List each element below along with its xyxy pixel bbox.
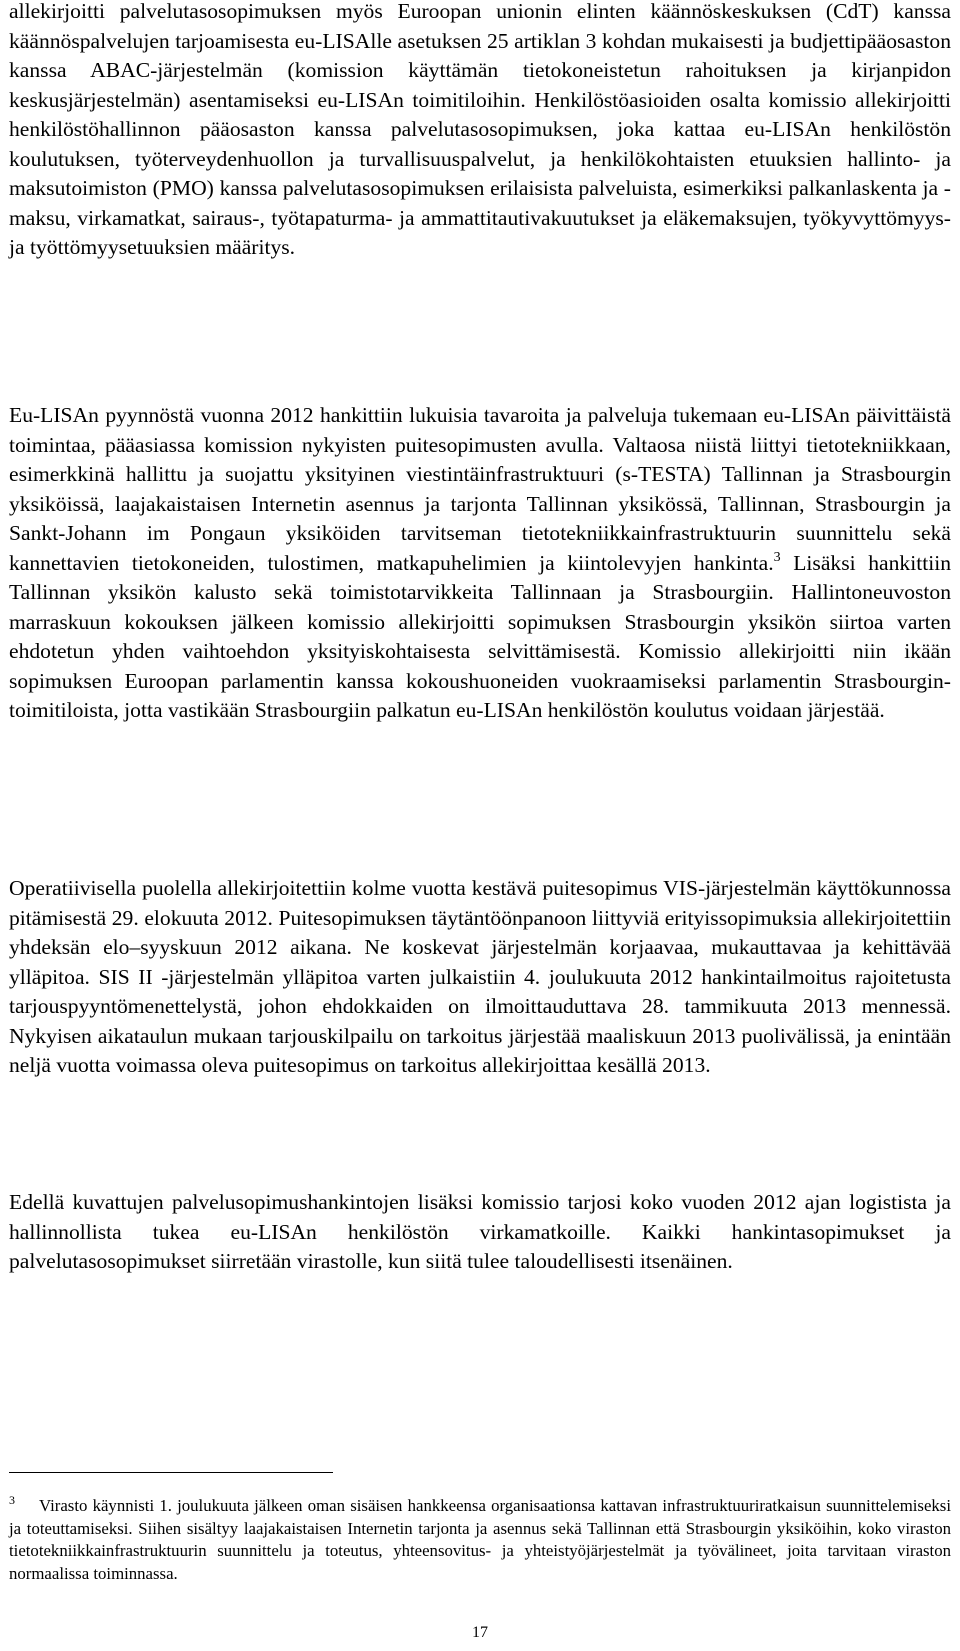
paragraph-procurement-text-end: Lisäksi hankittiin Tallinnan yksikön kalusto sekä toimistotarvikkeita Tallinnaan ja Strasbourgiin. Hallintoneuvoston marraskuun kokouksen jälkeen komissio allekirjoitti sopimuksen Strasbourgin yksikön siirtoa varten ehdotetun yhden vaihtoehdon yksityiskohtaisesta selvittämisestä. Komissio allekirjoitti niin ikään sopimuksen Euroopan parlamentin kanssa kokoushuoneiden vuokraamiseksi parlamentin Strasbourgin-toimitiloista, jotta vastikään Strasbourgiin palkatun eu-LISAn henkilöstön koulutus voidaan järjestää.: [9, 550, 951, 722]
footnote-separator: [9, 1472, 333, 1473]
paragraph-procurement-text-start: Eu-LISAn pyynnöstä vuonna 2012 hankittiin lukuisia tavaroita ja palveluja tukemaan eu-LISAn päivittäistä toimintaa, pääasiassa komission nykyisten puitesopimusten avulla. Valtaosa niistä liittyi tietotekniikkaan, esimerkkinä hallittu ja suojattu yksityinen viestintäinfrastruktuuri (s-TESTA) Tallinnan ja Strasbourgin yksiköissä, laajakaistaisen Internetin asennus ja tarjonta Tallinnan yksikössä, Tallinnan, Strasbourgin ja Sankt-Johann im Pongaun yksiköiden tarvitseman tietotekniikkainfrastruktuurin suunnittelu sekä kannettavien tietokoneiden, tulostimen, matkapuhelimien ja kiintolevyjen hankinta.: [9, 403, 951, 575]
footnote-reference[interactable]: 3: [773, 549, 781, 565]
page-number: 17: [472, 1624, 488, 1641]
paragraph-logistic-support: Edellä kuvattujen palvelusopimushankintojen lisäksi komissio tarjosi koko vuoden 2012 ajan logistista ja hallinnollista tukea eu-LISAn henkilöstön virkamatkoille. Kaikki hankintasopimukset ja palvelutasosopimukset siirretään virastolle, kun siitä tulee taloudellisesti itsenäinen.: [9, 1190, 951, 1273]
footnote: [9, 1495, 951, 1585]
footnote-marker: 3: [9, 1493, 15, 1507]
paragraph-operational: Operatiivisella puolella allekirjoitettiin kolme vuotta kestävä puitesopimus VIS-järjestelmän käyttökunnossa pitämisestä 29. elokuuta 2012. Puitesopimuksen täytäntöönpanoon liittyviä erityissopimuksia allekirjoitettiin yhdeksän elo–syyskuun 2012 aikana. Ne koskevat järjestelmän korjaavaa, mukauttavaa ja kehittävää ylläpitoa. SIS II -järjestelmän ylläpitoa varten julkaistiin 4. joulukuuta 2012 hankintailmoitus rajoitetusta tarjouspyyntömenettelystä, johon ehdokkaiden on ilmoittauduttava 28. tammikuuta 2013 mennessä. Nykyisen aikataulun mukaan tarjouskilpailu on tarkoitus järjestää maaliskuun 2013 puolivälissä, ja enintään neljä vuotta voimassa oleva puitesopimus on tarkoitus allekirjoittaa kesällä 2013.: [9, 876, 951, 1077]
paragraph-service-level-agreements: allekirjoitti palvelutasosopimuksen myös Euroopan unionin elinten käännöskeskuksen (CdT) kanssa käännöspalvelujen tarjoamisesta eu-LISAlle asetuksen 25 artiklan 3 kohdan mukaisesti ja budjettipääosaston kanssa ABAC-järjestelmän (komission käyttämän tietokoneistetun rahoituksen ja kirjanpidon keskusjärjestelmän) asentamiseksi eu-LISAn toimitiloihin. Henkilöstöasioiden osalta komissio allekirjoitti henkilöstöhallinnon pääosaston kanssa palvelutasosopimuksen, joka kattaa eu-LISAn henkilöstön koulutuksen, työterveydenhuollon ja turvallisuuspalvelut, ja henkilökohtaisten etuuksien hallinto- ja maksutoimiston (PMO) kanssa palvelutasosopimuksen erilaisista palveluista, esimerkiksi palkanlaskenta ja -maksu, virkamatkat, sairaus-, työtapaturma- ja ammattitautivakuutukset ja eläkemaksujen, työkyvyttömyys- ja työttömyysetuuksien määritys.: [9, 0, 951, 259]
footnote-text: Virasto käynnisti 1. joulukuuta jälkeen oman sisäisen hankkeensa organisaationsa kattavan infrastruktuuriratkaisun suunnittelemiseksi ja toteuttamiseksi. Siihen sisältyy laajakaistaisen Internetin tarjonta ja asennus sekä Tallinnan että Strasbourgin yksiköihin, koko viraston tietotekniikkainfrastruktuurin suunnittelu ja toteutus, yhteensovitus- ja yhteistyöjärjestelmät ja työvälineet, joita tarvitaan viraston normaalissa toiminnassa.: [9, 1496, 951, 1583]
paragraph-procurement: [9, 401, 951, 726]
document-page: [9, 0, 951, 1651]
